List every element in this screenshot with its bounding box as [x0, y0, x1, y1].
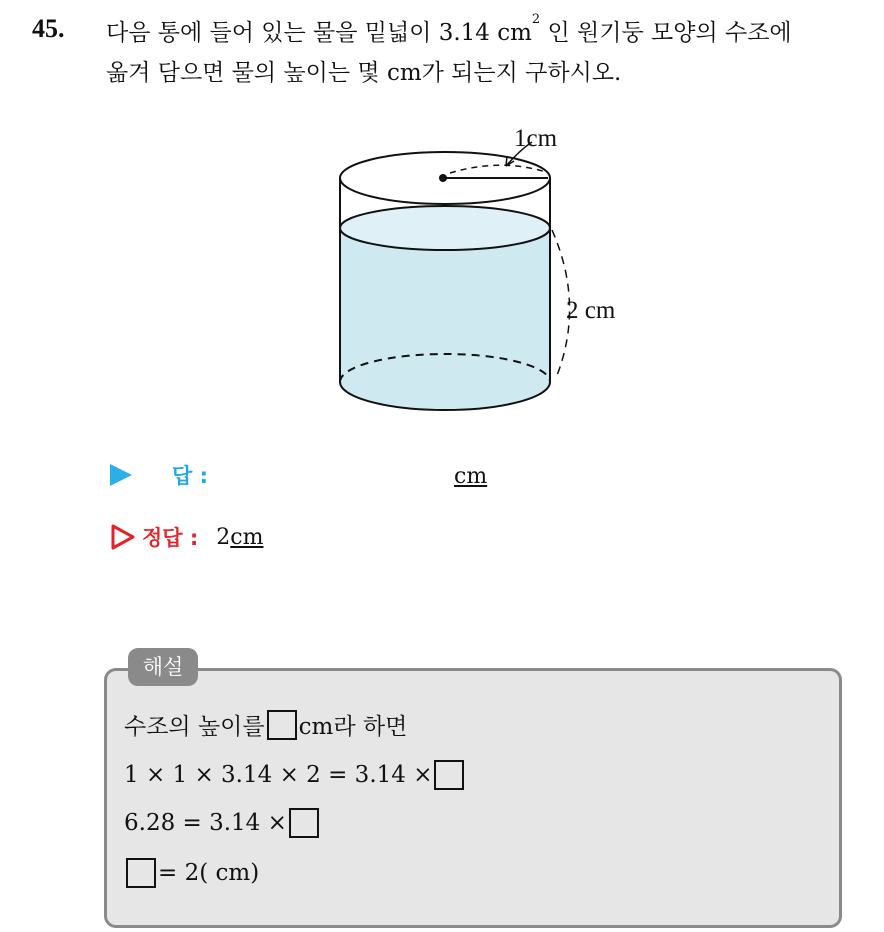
explanation-line-3 — [124, 808, 321, 838]
water-surface — [340, 206, 550, 250]
explanation-line-2 — [124, 760, 466, 790]
superscript-2: 2 — [531, 12, 541, 27]
explanation-text-1b: cm라 하면 — [298, 714, 408, 740]
water-body — [340, 228, 550, 410]
explanation-tag: 해설 — [128, 648, 198, 686]
blank-box — [267, 710, 297, 740]
correct-answer-label: 정답 : — [142, 526, 199, 550]
question-text-1a: 다음 통에 들어 있는 물을 밑넓이 3.14 cm — [106, 20, 532, 46]
explanation-box — [104, 668, 842, 928]
blank-box — [126, 858, 156, 888]
correct-answer-row — [110, 522, 263, 552]
explanation-text-4: = 2( cm) — [158, 860, 260, 886]
question-text-1b: 인 원기둥 모양의 수조에 — [540, 20, 792, 46]
answer-unit: cm — [454, 464, 488, 489]
explanation-text-3: 6.28 = 3.14 × — [124, 810, 287, 836]
question-line-2: 옮겨 담으면 물의 높이는 몇 cm가 되는지 구하시오. — [106, 60, 622, 86]
play-triangle-icon — [110, 464, 132, 486]
answer-row — [110, 460, 208, 490]
answer-label: 답 : — [172, 464, 208, 488]
correct-value-number: 2 — [216, 524, 231, 550]
blank-box — [434, 760, 464, 790]
correct-answer-value — [216, 525, 263, 550]
correct-value-unit: cm — [230, 524, 264, 550]
question-number: 45. — [32, 14, 65, 43]
explanation-line-4 — [124, 858, 259, 888]
explanation-text-1a: 수조의 높이를 — [124, 714, 265, 740]
radius-dashed-arc — [450, 165, 546, 173]
explanation-line-1 — [124, 708, 407, 741]
question-line-1 — [106, 14, 792, 47]
height-label: 2 cm — [566, 297, 616, 324]
radius-label: 1cm — [514, 125, 558, 152]
outline-triangle-icon — [110, 524, 136, 550]
cylinder-figure — [300, 110, 660, 430]
explanation-text-2: 1 × 1 × 3.14 × 2 = 3.14 × — [124, 762, 433, 788]
blank-box — [289, 808, 319, 838]
